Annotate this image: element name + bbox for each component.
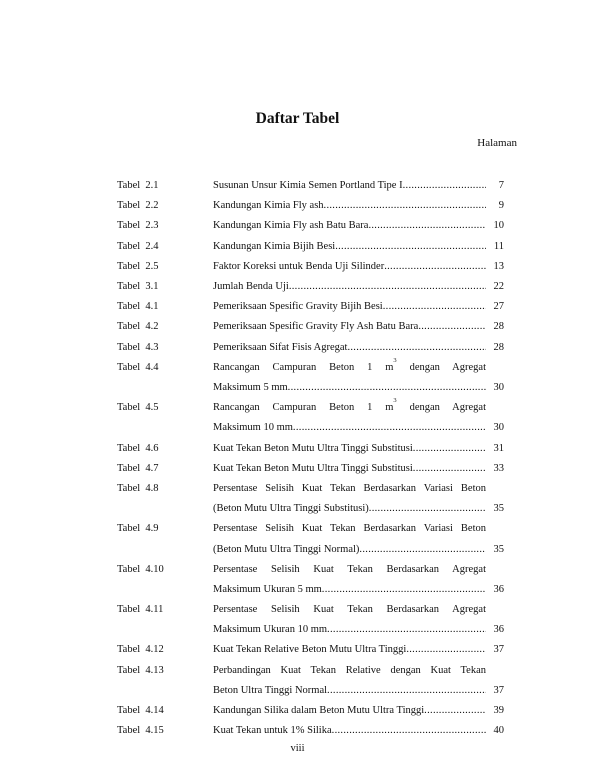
table-list [117,176,504,741]
table-entry-label: Tabel 4.1 [117,301,159,313]
table-entry-title-text: Susunan Unsur Kimia Semen Portland Tipe I [213,180,403,191]
title-text-after-superscript: dengan Agregat [409,361,487,373]
table-entry-line [213,681,504,701]
table-entry-line [213,378,504,398]
table-entry [117,257,504,277]
table-entry-title-text: Maksimum 5 mm [213,382,288,394]
table-entry-title [213,701,504,721]
table-entry [117,640,504,660]
table-entry [117,237,504,257]
table-entry-label: Tabel 4.7 [117,462,159,474]
table-entry [117,439,504,459]
table-entry-page-number: 28 [493,341,504,353]
table-entry-label: Tabel 4.5 [117,402,159,414]
table-entry-title [213,459,504,479]
table-entry-title-text: Kandungan Silika dalam Beton Mutu Ultra Tinggi [213,705,425,717]
table-entry-title-text: Persentase Selisih Kuat Tekan Berdasarkan Variasi Beton [213,482,486,494]
dot-leader [327,681,486,701]
table-entry-label: Tabel 4.10 [117,563,164,575]
table-entry-title-text: Beton Ultra Tinggi Normal [213,684,328,696]
table-entry-page-number: 35 [493,503,504,515]
table-entry [117,459,504,479]
table-entry-title [213,358,504,398]
table-entry-title [213,600,504,640]
table-entry-title-text: (Beton Mutu Ultra Tinggi Substitusi) [213,503,369,515]
table-entry-line [213,439,504,459]
dot-leader [324,196,486,216]
table-entry-title-text: Kandungan Kimia Bijih Besi [213,240,336,252]
table-entry-title [213,721,504,741]
table-entry-line [213,479,504,499]
table-entry-label: Tabel 4.13 [117,664,164,676]
table-entry-title [213,398,504,438]
title-text-before-superscript: Rancangan Campuran Beton 1 m [213,361,394,373]
table-entry-label: Tabel 4.11 [117,604,164,616]
table-entry-label: Tabel 4.3 [117,341,159,353]
table-entry-page-number: 39 [493,705,504,717]
table-entry [117,721,504,741]
dot-leader [384,257,486,277]
table-entry-label: Tabel 4.12 [117,644,164,656]
table-entry-title [213,640,504,660]
table-entry-title [213,439,504,459]
table-entry-line [213,196,504,216]
dot-leader [418,317,486,337]
table-entry [117,358,504,398]
table-entry-title-text: Persentase Selisih Kuat Tekan Berdasarkan Variasi Beton [213,523,486,535]
table-entry-title [213,216,504,236]
table-entry-label: Tabel 4.4 [117,361,159,373]
table-entry-title-text: Persentase Selisih Kuat Tekan Berdasarkan Agregat [213,604,486,616]
table-entry-title [213,519,504,559]
page-title: Daftar Tabel [255,110,340,127]
table-entry-page-number: 36 [493,624,504,636]
table-entry-line [213,297,504,317]
table-entry-title [213,237,504,257]
dot-leader [369,499,486,519]
table-entry-title-text: Pemeriksaan Sifat Fisis Agregat [213,341,348,353]
table-entry-title-text: Kandungan Kimia Fly ash [213,200,324,212]
table-entry-line [213,580,504,600]
table-entry-line [213,540,504,560]
table-entry-line [213,176,504,196]
table-entry-label: Tabel 2.5 [117,260,159,272]
table-entry-label: Tabel 4.14 [117,705,164,717]
table-entry-page-number: 37 [493,644,504,656]
table-entry-page-number: 22 [493,281,504,293]
table-entry-page-number: 27 [493,301,504,313]
table-entry-label: Tabel 4.2 [117,321,159,333]
dot-leader [424,701,486,721]
table-entry-line [213,600,504,620]
table-entry-page-number: 9 [498,200,504,212]
dot-leader [413,459,486,479]
table-entry-line [213,640,504,660]
table-entry-title-text: Pemeriksaan Spesific Gravity Bijih Besi [213,301,383,313]
table-entry-title-text: Kandungan Kimia Fly ash Batu Bara [213,220,369,232]
dot-leader [359,540,486,560]
table-entry-label: Tabel 4.9 [117,523,159,535]
table-entry-title-text: Maksimum Ukuran 5 mm [213,583,322,595]
table-entry-line [213,519,504,539]
table-entry-title [213,176,504,196]
table-entry-page-number: 10 [493,220,504,232]
table-entry-title-text: Faktor Koreksi untuk Benda Uji Silinder [213,260,385,272]
table-entry-label: Tabel 4.8 [117,482,159,494]
table-entry-page-number: 30 [493,382,504,394]
table-entry-title-text: Kuat Tekan Relative Beton Mutu Ultra Tinggi [213,644,407,656]
table-entry [117,277,504,297]
table-entry-title-text [213,398,486,418]
table-entry-title-text: Maksimum Ukuran 10 mm [213,624,328,636]
table-entry [117,317,504,337]
table-entry [117,196,504,216]
table-entry-page-number: 33 [493,462,504,474]
table-entry-line [213,701,504,721]
table-entry-line [213,721,504,741]
table-entry-line [213,358,504,378]
table-entry-line [213,338,504,358]
table-entry-title [213,257,504,277]
dot-leader [335,237,486,257]
table-entry-line [213,620,504,640]
dot-leader [322,580,486,600]
table-entry [117,661,504,701]
table-entry-title-text: Jumlah Benda Uji [213,281,289,293]
table-entry-line [213,459,504,479]
table-entry [117,297,504,317]
table-entry-label: Tabel 2.1 [117,180,159,191]
unit-cubic-meter [213,397,397,414]
table-entry-title [213,661,504,701]
dot-leader [288,378,486,398]
table-entry-line [213,418,504,438]
table-entry-line [213,216,504,236]
dot-leader [347,338,486,358]
table-entry-page-number: 30 [493,422,504,434]
table-entry-title-text: Persentase Selisih Kuat Tekan Berdasarkan Agregat [213,563,486,575]
table-entry-line [213,277,504,297]
table-entry-line [213,317,504,337]
table-entry-label: Tabel 4.6 [117,442,159,454]
table-entry-label: Tabel 2.2 [117,200,159,212]
page-column-label: Halaman [477,137,517,149]
footer-page-number: viii [290,743,305,754]
table-entry-line [213,257,504,277]
dot-leader [383,297,486,317]
table-entry-page-number: 7 [498,180,504,191]
dot-leader [327,620,486,640]
table-entry-line [213,661,504,681]
superscript-exponent: 3 [393,356,397,364]
table-entry-title-text: Pemeriksaan Spesific Gravity Fly Ash Batu Bara [213,321,419,333]
table-entry-page-number: 40 [493,725,504,737]
unit-cubic-meter [213,356,397,373]
table-entry [117,560,504,600]
table-entry [117,398,504,438]
dot-leader [403,176,486,196]
table-entry-title-text: Kuat Tekan Beton Mutu Ultra Tinggi Substitusi [213,442,413,454]
table-entry [117,600,504,640]
dot-leader [293,418,486,438]
table-entry-label: Tabel 2.4 [117,240,159,252]
table-entry-title [213,338,504,358]
table-entry-title-text: Kuat Tekan untuk 1% Silika [213,725,332,737]
table-entry-title [213,277,504,297]
title-text-after-superscript: dengan Agregat [409,402,487,414]
table-entry-title-text: Maksimum 10 mm [213,422,293,434]
dot-leader [413,439,486,459]
table-entry-title [213,196,504,216]
table-entry-page-number: 35 [493,543,504,555]
table-entry-page-number: 36 [493,583,504,595]
table-entry-title-text: Perbandingan Kuat Tekan Relative dengan Kuat Tekan [213,664,486,676]
table-entry [117,701,504,721]
title-text-before-superscript: Rancangan Campuran Beton 1 m [213,402,394,414]
table-entry-label: Tabel 4.15 [117,725,164,737]
table-entry-page-number: 13 [493,260,504,272]
table-entry-title-text: (Beton Mutu Ultra Tinggi Normal) [213,543,360,555]
dot-leader [289,277,486,297]
table-entry-title [213,317,504,337]
dot-leader [368,216,486,236]
table-entry-line [213,398,504,418]
table-entry-label: Tabel 3.1 [117,281,159,293]
table-entry-page-number: 11 [493,240,504,252]
table-entry [117,216,504,236]
table-entry-title [213,297,504,317]
table-entry-title [213,479,504,519]
table-entry [117,519,504,559]
table-entry-line [213,237,504,257]
superscript-exponent: 3 [393,397,397,405]
dot-leader [332,721,486,741]
table-entry-label: Tabel 2.3 [117,220,159,232]
table-entry-page-number: 28 [493,321,504,333]
dot-leader [406,640,486,660]
table-entry-title-text [213,358,486,378]
table-entry [117,176,504,196]
table-entry-page-number: 37 [493,684,504,696]
table-entry-line [213,499,504,519]
table-entry-title-text: Kuat Tekan Beton Mutu Ultra Tinggi Substitusi [213,462,413,474]
table-entry-title [213,560,504,600]
table-entry-line [213,560,504,580]
table-entry [117,479,504,519]
table-entry [117,338,504,358]
table-entry-page-number: 31 [493,442,504,454]
